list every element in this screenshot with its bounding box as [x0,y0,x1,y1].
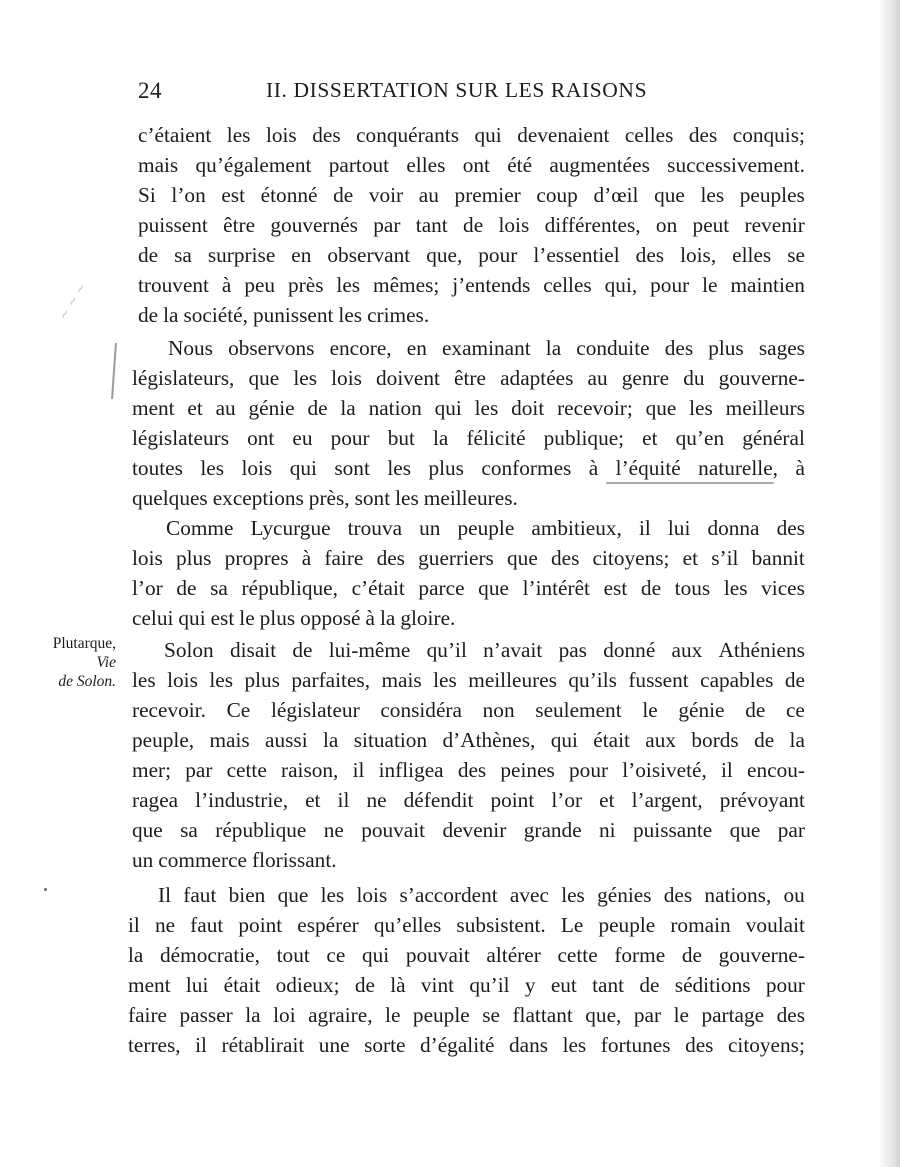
text-line: de la société, punissent les crimes. [138,303,430,327]
text-line: l’or de sa république, c’était parce que l’intérêt est de tous les vices [132,576,805,600]
text-line: mer; par cette raison, il infligea des peines pour l’oisiveté, il encou- [132,758,805,782]
text-line: ment lui était odieux; de là vint qu’il y eut tant de séditions pour [128,973,805,997]
pencil-scrawl-annotation: ~ ~ ~ [56,280,91,323]
text-line: peuple, mais aussi la situation d’Athènes, qui était aux bords de la [132,728,805,752]
text-line: faire passer la loi agraire, le peuple se flattant que, par le partage des [128,1003,805,1027]
text-line: Comme Lycurgue trouva un peuple ambitieux, il lui donna des [166,516,805,540]
text-line: recevoir. Ce législateur considéra non seulement le génie de ce [132,698,805,722]
text-line: c’étaient les lois des conquérants qui devenaient celles des conquis; [138,123,805,147]
text-line: terres, il rétablirait une sorte d’égalité dans les fortunes des citoyens; [128,1033,805,1057]
text-line: Si l’on est étonné de voir au premier coup d’œil que les peuples [138,183,805,207]
text-line: de sa surprise en observant que, pour l’essentiel des lois, elles se [138,243,805,267]
text-line: Il faut bien que les lois s’accordent avec les génies des nations, ou [158,883,805,907]
text-line: que sa république ne pouvait devenir grande ni puissante que par [132,818,805,842]
page-number: 24 [138,78,162,103]
text-line: quelques exceptions près, sont les meilleures. [132,486,518,510]
text-line: ment et au génie de la nation qui les doit recevoir; que les meilleurs [132,396,805,420]
text-line: la démocratie, tout ce qui pouvait altérer cette forme de gouverne- [128,943,805,967]
text-line: les lois les plus parfaites, mais les meilleures qu’ils fussent capables de [132,668,805,692]
text-line: législateurs ont eu pour but la félicité publique; et qu’en général [132,426,805,450]
text-line: Solon disait de lui-même qu’il n’avait pas donné aux Athéniens [164,638,805,662]
text-line: Nous observons encore, en examinant la conduite des plus sages [168,336,805,360]
text-line: mais qu’également partout elles ont été augmentées successivement. [138,153,805,177]
running-title: II. DISSERTATION SUR LES RAISONS [266,78,648,102]
margin-note-author: Plutarque, [52,635,116,652]
text-line: lois plus propres à faire des guerriers que des citoyens; et s’il bannit [132,546,805,570]
text-line: ragea l’industrie, et il ne défendit point l’or et l’argent, prévoyant [132,788,805,812]
text-line: trouvent à peu près les mêmes; j’entends celles qui, pour le maintien [138,273,805,297]
text-line: législateurs, que les lois doivent être adaptées au genre du gouverne- [132,366,805,390]
margin-note-subject: de Solon. [58,673,116,690]
margin-note-work: Vie [96,654,116,671]
text-line: celui qui est le plus opposé à la gloire. [132,606,456,630]
text-line: il ne faut point espérer qu’elles subsistent. Le peuple romain voulait [128,913,805,937]
text-line: toutes les lois qui sont les plus conformes à l’équité naturelle, à [132,456,805,480]
text-line: un commerce florissant. [132,848,337,872]
text-line: puissent être gouvernés par tant de lois différentes, on peut revenir [138,213,805,237]
